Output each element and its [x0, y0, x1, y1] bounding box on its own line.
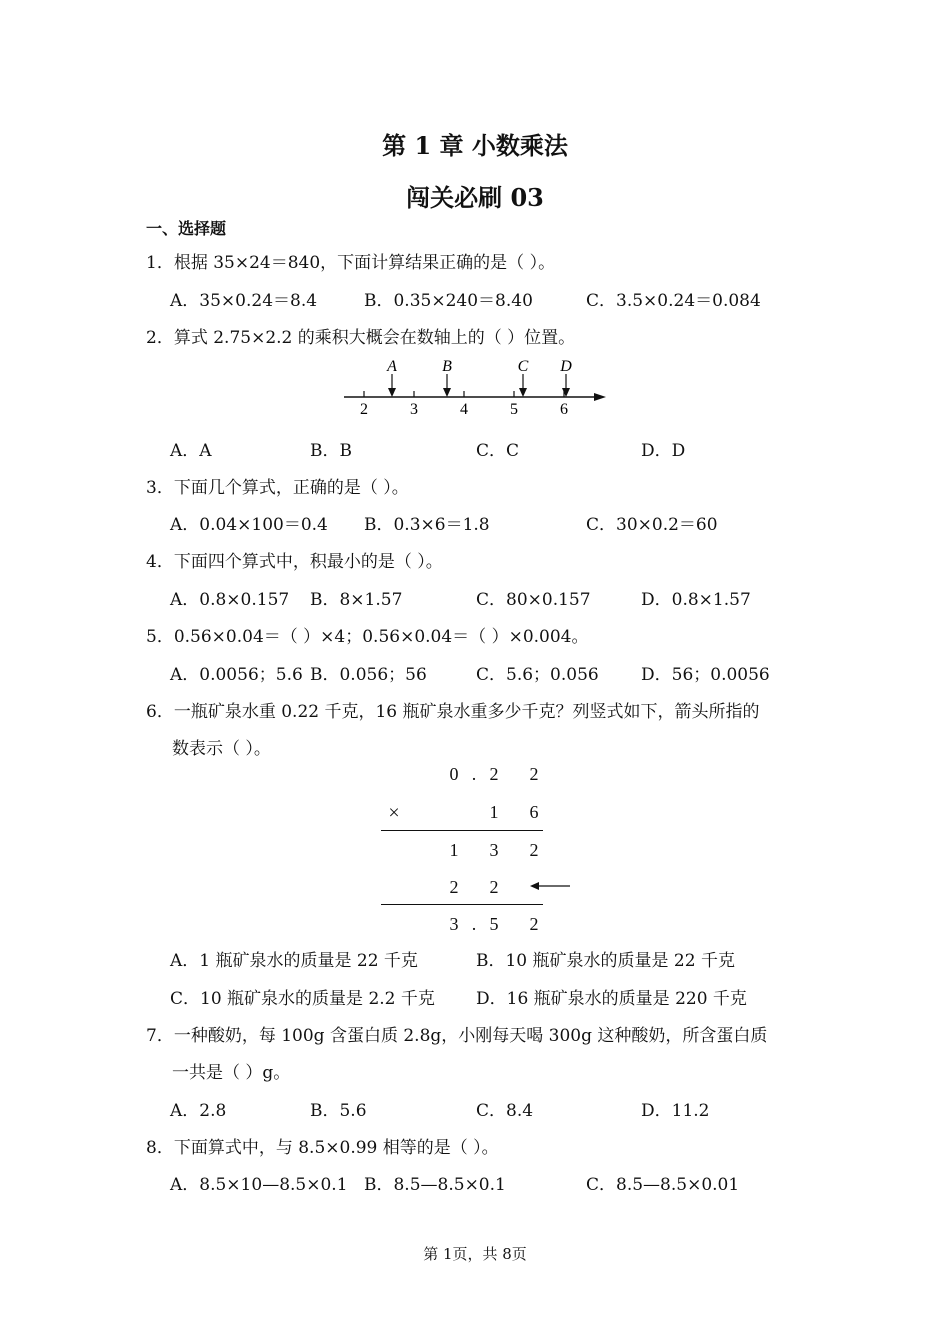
pointer-d [559, 358, 572, 397]
question-4-option-b[interactable]: B．8×1.57 [310, 590, 403, 610]
decimal-point: . [471, 914, 477, 934]
pointer-b [442, 358, 452, 397]
pointer-label: A [387, 358, 397, 375]
question-7-stem-line-2: 一共是（ ）g。 [172, 1063, 291, 1083]
tick-label: 2 [360, 401, 368, 418]
question-7-option-b[interactable]: B．5.6 [310, 1101, 367, 1121]
digit: 6 [529, 802, 539, 822]
question-7-option-c[interactable]: C．8.4 [476, 1101, 534, 1121]
pointer-c [518, 358, 529, 397]
question-8-stem: 8．下面算式中，与 8.5×0.99 相等的是（ ）。 [146, 1138, 499, 1158]
question-1-stem: 1．根据 35×24＝840，下面计算结果正确的是（ ）。 [146, 253, 556, 273]
question-8-option-c[interactable]: C．8.5—8.5×0.01 [586, 1175, 740, 1195]
question-5-option-d[interactable]: D．56；0.0056 [641, 665, 770, 685]
number-line-arrowhead [594, 393, 606, 401]
question-6-stem-line-1: 6．一瓶矿泉水重 0.22 千克，16 瓶矿泉水重多少千克？列竖式如下，箭头所指的 [146, 702, 760, 722]
chapter-title: 第 1 章 小数乘法 [382, 131, 568, 160]
question-5-option-c[interactable]: C．5.6；0.056 [476, 665, 599, 685]
question-3-option-a[interactable]: A．0.04×100＝0.4 [170, 515, 328, 535]
question-2-option-c[interactable]: C．C [476, 441, 520, 461]
question-8-option-b[interactable]: B．8.5—8.5×0.1 [364, 1175, 506, 1195]
digit: 2 [529, 840, 539, 860]
question-1-option-a[interactable]: A．35×0.24＝8.4 [170, 291, 318, 311]
question-2-option-d[interactable]: D．D [641, 441, 686, 461]
pointer-label: C [517, 358, 529, 375]
question-6-stem-line-2: 数表示（ ）。 [172, 739, 271, 759]
multiply-sign: × [388, 802, 400, 824]
digit: 1 [489, 802, 499, 822]
section-title: 一、选择题 [146, 219, 227, 238]
digit: 0 [449, 764, 459, 784]
question-4-stem: 4．下面四个算式中，积最小的是（ ）。 [146, 552, 443, 572]
digit: 2 [529, 764, 539, 784]
question-1-option-c[interactable]: C．3.5×0.24＝0.084 [586, 291, 761, 311]
digit: 2 [489, 877, 499, 897]
number-line-figure [330, 352, 620, 422]
tick-label: 5 [510, 401, 518, 418]
digit: 1 [449, 840, 459, 860]
digit: 2 [529, 914, 539, 934]
question-6-option-d[interactable]: D．16 瓶矿泉水的质量是 220 千克 [476, 989, 747, 1009]
question-5-stem: 5．0.56×0.04＝（ ）×4；0.56×0.04＝（ ）×0.004。 [146, 627, 589, 647]
question-4-option-a[interactable]: A．0.8×0.157 [170, 590, 290, 610]
question-2-option-a[interactable]: A．A [170, 441, 212, 461]
question-8-option-a[interactable]: A．8.5×10—8.5×0.1 [170, 1175, 348, 1195]
question-3-stem: 3．下面几个算式，正确的是（ ）。 [146, 478, 409, 498]
question-7-option-d[interactable]: D．11.2 [641, 1101, 710, 1121]
question-6-option-c[interactable]: C．10 瓶矿泉水的质量是 2.2 千克 [170, 989, 435, 1009]
tick-label: 6 [560, 401, 568, 418]
page-footer: 第 1页，共 8页 [423, 1245, 527, 1263]
question-2-stem: 2．算式 2.75×2.2 的乘积大概会在数轴上的（ ）位置。 [146, 328, 576, 348]
tick-label: 3 [410, 401, 418, 418]
calc-divider-line [381, 830, 543, 831]
pointer-a [386, 358, 397, 397]
page-subtitle: 闯关必刷 03 [406, 183, 544, 212]
digit: 3 [489, 840, 499, 860]
tick-label: 4 [460, 401, 468, 418]
calc-divider-line [381, 904, 543, 905]
question-7-stem-line-1: 7．一种酸奶，每 100g 含蛋白质 2.8g，小刚每天喝 300g 这种酸奶，所含蛋白质 [146, 1026, 768, 1046]
question-6-option-a[interactable]: A．1 瓶矿泉水的质量是 22 千克 [170, 951, 418, 971]
decimal-point: . [471, 764, 477, 784]
pointer-arrow-icon [530, 879, 572, 893]
question-7-option-a[interactable]: A．2.8 [170, 1101, 227, 1121]
pointer-label: B [442, 358, 452, 375]
digit: 5 [489, 914, 499, 934]
digit: 3 [449, 914, 459, 934]
question-1-option-b[interactable]: B．0.35×240＝8.40 [364, 291, 533, 311]
question-5-option-a[interactable]: A．0.0056；5.6 [170, 665, 303, 685]
question-3-option-c[interactable]: C．30×0.2＝60 [586, 515, 718, 535]
digit: 2 [489, 764, 499, 784]
digit: 2 [449, 877, 459, 897]
pointer-label: D [560, 358, 572, 375]
question-3-option-b[interactable]: B．0.3×6＝1.8 [364, 515, 490, 535]
question-4-option-d[interactable]: D．0.8×1.57 [641, 590, 751, 610]
question-4-option-c[interactable]: C．80×0.157 [476, 590, 591, 610]
question-2-option-b[interactable]: B．B [310, 441, 352, 461]
question-6-option-b[interactable]: B．10 瓶矿泉水的质量是 22 千克 [476, 951, 735, 971]
question-5-option-b[interactable]: B．0.056；56 [310, 665, 427, 685]
